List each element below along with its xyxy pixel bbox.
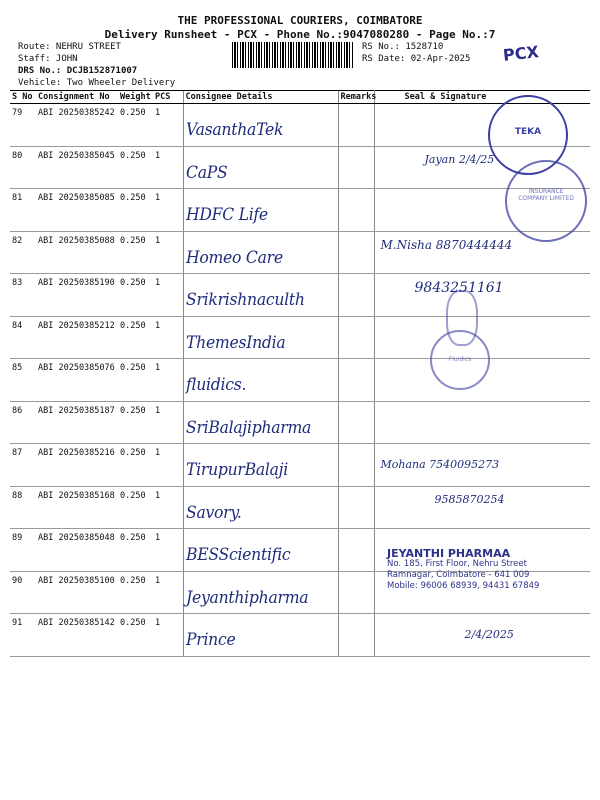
row-remarks (338, 571, 374, 614)
row-weight: 0.250 (118, 401, 153, 444)
row-consignment: ABI 20250385168 (36, 486, 118, 529)
row-pcs: 1 (153, 401, 183, 444)
row-sno: 79 (10, 104, 36, 147)
row-pcs: 1 (153, 189, 183, 232)
row-remarks (338, 359, 374, 402)
table-row (10, 614, 590, 657)
pharmacy-name: JEYANTHI PHARMAA (387, 547, 511, 560)
row-consignee-cell (183, 571, 338, 614)
col-sno: S No (10, 91, 36, 104)
col-weight: Weight (118, 91, 153, 104)
row-remarks (338, 401, 374, 444)
consignee-handwriting: Jeyanthipharma (185, 587, 308, 608)
row-remarks (338, 486, 374, 529)
table-row (10, 444, 590, 487)
fluidics-seal-stamp (430, 330, 490, 390)
row-sno: 86 (10, 401, 36, 444)
row-sno: 83 (10, 274, 36, 317)
row-consignee-cell (183, 529, 338, 572)
consignee-handwriting: Srikrishnaculth (185, 290, 305, 310)
row-consignee-cell (183, 274, 338, 317)
table-row (10, 359, 590, 402)
consignee-handwriting: Prince (185, 630, 235, 650)
route-label: Route: NEHRU STREET (18, 42, 121, 52)
row-consignee-cell (183, 104, 338, 147)
row-pcs: 1 (153, 231, 183, 274)
row-consignment: ABI 20250385100 (36, 571, 118, 614)
row-weight: 0.250 (118, 359, 153, 402)
col-remarks: Remarks (338, 91, 374, 104)
table-row (10, 486, 590, 529)
row-pcs: 1 (153, 614, 183, 657)
consignee-handwriting: SriBalajipharma (185, 417, 311, 438)
row-consignment: ABI 20250385048 (36, 529, 118, 572)
row-consignment: ABI 20250385045 (36, 146, 118, 189)
row-sno: 89 (10, 529, 36, 572)
consignee-handwriting: VasanthaTek (185, 120, 283, 140)
row-weight: 0.250 (118, 444, 153, 487)
row-signature-cell (374, 614, 590, 657)
row-remarks (338, 104, 374, 147)
row-pcs: 1 (153, 486, 183, 529)
row-pcs: 1 (153, 529, 183, 572)
staff-label: Staff: JOHN (18, 54, 78, 64)
signature-handwriting: 2/4/2025 (464, 628, 514, 641)
row-weight: 0.250 (118, 316, 153, 359)
row-pcs: 1 (153, 146, 183, 189)
row-consignee-cell (183, 401, 338, 444)
row-consignment: ABI 20250385076 (36, 359, 118, 402)
pharmacy-seal-stamp (387, 548, 587, 592)
signature-handwriting: Jayan 2/4/25 (424, 152, 495, 166)
consignee-handwriting: TirupurBalaji (185, 460, 288, 480)
row-sno: 80 (10, 146, 36, 189)
row-pcs: 1 (153, 571, 183, 614)
consignee-handwriting: fluidics. (185, 375, 246, 395)
row-sno: 87 (10, 444, 36, 487)
col-pcs: PCS (153, 91, 183, 104)
row-remarks (338, 316, 374, 359)
row-consignee-cell (183, 486, 338, 529)
signature-handwriting: Mohana 7540095273 (380, 458, 500, 471)
table-row (10, 401, 590, 444)
insurance-seal-text: INSURANCE COMPANY LIMITED (518, 188, 574, 202)
barcode-image (232, 42, 354, 68)
row-consignment: ABI 20250385187 (36, 401, 118, 444)
row-remarks (338, 529, 374, 572)
row-consignee-cell (183, 231, 338, 274)
table-row (10, 316, 590, 359)
row-sno: 91 (10, 614, 36, 657)
row-signature-cell (374, 274, 590, 317)
row-consignee-cell (183, 359, 338, 402)
consignee-handwriting: BESScientific (185, 545, 290, 565)
row-pcs: 1 (153, 104, 183, 147)
fluidics-seal-text: Fluidics (448, 356, 472, 363)
row-remarks (338, 274, 374, 317)
row-remarks (338, 231, 374, 274)
row-consignment: ABI 20250385088 (36, 231, 118, 274)
row-weight: 0.250 (118, 146, 153, 189)
row-sno: 90 (10, 571, 36, 614)
company-title: THE PROFESSIONAL COURIERS, COIMBATORE (177, 14, 423, 27)
vehicle-label: Vehicle: Two Wheeler Delivery (18, 78, 176, 88)
row-signature-cell (374, 486, 590, 529)
row-consignment: ABI 20250385190 (36, 274, 118, 317)
col-seal: Seal & Signature (374, 91, 590, 104)
row-consignee-cell (183, 189, 338, 232)
table-row (10, 274, 590, 317)
consignee-handwriting: Savory. (185, 502, 242, 523)
signature-handwriting: M.Nisha 8870444444 (380, 237, 513, 252)
pharmacy-mobile: Mobile: 96006 68939, 94431 67849 (387, 581, 540, 591)
row-weight: 0.250 (118, 486, 153, 529)
row-weight: 0.250 (118, 571, 153, 614)
row-weight: 0.250 (118, 529, 153, 572)
row-sno: 81 (10, 189, 36, 232)
rs-number: RS No.: 1528710 (362, 42, 444, 52)
pcx-stamp: PCX (502, 42, 540, 65)
row-pcs: 1 (153, 316, 183, 359)
rs-date: RS Date: 02-Apr-2025 (362, 54, 471, 64)
row-remarks (338, 146, 374, 189)
table-row (10, 189, 590, 232)
row-sno: 85 (10, 359, 36, 402)
table-header-row (10, 91, 590, 104)
table-row (10, 231, 590, 274)
row-signature-cell (374, 444, 590, 487)
row-weight: 0.250 (118, 189, 153, 232)
row-remarks (338, 444, 374, 487)
signature-handwriting: 9585870254 (434, 492, 505, 506)
row-pcs: 1 (153, 274, 183, 317)
row-weight: 0.250 (118, 231, 153, 274)
signature-handwriting: 9843251161 (414, 280, 504, 296)
col-consignment: Consignment No (36, 91, 118, 104)
runsheet-title: Delivery Runsheet - PCX - Phone No.:9047080280 - Page No.:7 (104, 28, 496, 41)
row-remarks (338, 614, 374, 657)
pharmacy-address-line1: No. 185, First Floor, Nehru Street (387, 559, 527, 569)
consignee-handwriting: ThemesIndia (185, 332, 285, 353)
row-consignment: ABI 20250385212 (36, 316, 118, 359)
row-consignment: ABI 20250385142 (36, 614, 118, 657)
row-weight: 0.250 (118, 104, 153, 147)
row-remarks (338, 189, 374, 232)
row-weight: 0.250 (118, 614, 153, 657)
insurance-seal-stamp (505, 160, 587, 242)
row-consignee-cell (183, 614, 338, 657)
teka-seal-text: TEKA (514, 127, 542, 137)
row-consignee-cell (183, 444, 338, 487)
row-consignee-cell (183, 316, 338, 359)
row-sno: 82 (10, 231, 36, 274)
row-signature-cell (374, 401, 590, 444)
drs-number: DRS No.: DCJB152871007 (18, 66, 138, 76)
row-pcs: 1 (153, 359, 183, 402)
row-sno: 84 (10, 316, 36, 359)
row-consignment: ABI 20250385085 (36, 189, 118, 232)
consignee-handwriting: Homeo Care (185, 247, 283, 268)
col-consignee: Consignee Details (183, 91, 338, 104)
row-consignment: ABI 20250385242 (36, 104, 118, 147)
row-pcs: 1 (153, 444, 183, 487)
row-sno: 88 (10, 486, 36, 529)
consignee-handwriting: HDFC Life (185, 205, 268, 225)
row-consignment: ABI 20250385216 (36, 444, 118, 487)
row-consignee-cell (183, 146, 338, 189)
consignee-handwriting: CaPS (185, 162, 227, 183)
row-weight: 0.250 (118, 274, 153, 317)
pharmacy-address-line2: Ramnagar, Coimbatore - 641 009 (387, 570, 530, 580)
